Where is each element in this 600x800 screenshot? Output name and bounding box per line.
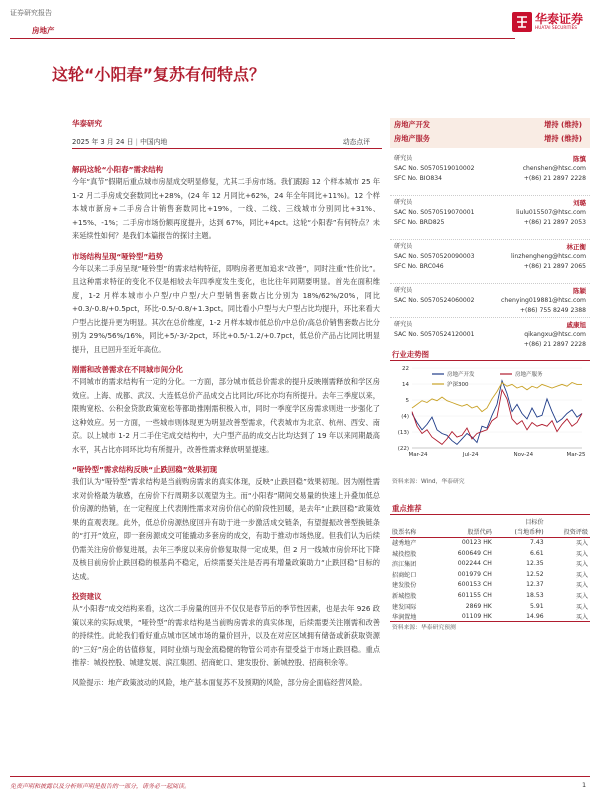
analyst-email[interactable]: liulu015507@htsc.com [516, 209, 586, 216]
y-tick-label: 22 [402, 366, 409, 372]
meta-rule [72, 148, 382, 149]
target-price: 5.91 [530, 602, 544, 610]
analyst-phone: +(86) 21 2897 2053 [523, 219, 586, 226]
ratings-box [390, 118, 590, 148]
rating-sector: 房地产开发 [394, 120, 430, 129]
section-heading: “哑铃型”需求结构反映“止跌回稳”效果初现 [72, 465, 218, 474]
x-tick-label: Nov-24 [513, 452, 534, 458]
analyst-card [390, 152, 590, 196]
risk-warning: 风险提示：地产政策波动的风险，地产基本面复苏不及预期的风险，部分房企面临经营风险。 [72, 677, 367, 687]
table-row [390, 537, 590, 548]
rating-sector: 房地产服务 [394, 134, 430, 143]
stock-name: 招商蛇口 [392, 571, 417, 579]
industry-trend-chart [390, 362, 590, 462]
section-body: 从“小阳春”成交结构来看，这次二手房量的回升不仅仅是春节后的季节性因素，也是去年 926 政策以来的实际成果，“哑铃型”的需求结构是当前购房需求的真实体现，后续需要关注刚需和改善的持续性。此轮我们看好重点城市区域市场的量价回升，以及在对应区域拥有储备或新获取资源的“三好”房企的估值修复，同时业绩与现金流稳健的物管公司亦有望受益于市场止跌回稳。重点推荐：城投控股、城建发展、滨江集团、招商蛇口、建发股份、新城控股、招商积余等。 [72, 604, 380, 667]
section-body: 我们认为“哑铃型”需求结构是当前购房需求的真实体现，反映“止跌回稳”效果初现。因为刚性需求对价格最为敏感，在房价下行周期多以观望为主。而“小阳春”期间交易量的快速上升叠加低总价房源的热销，在一定程度上代表刚性需求对房价信心的阶段性回暖，是去年“止跌回稳”政策效果的直观表现。此外，低总价房源热度回升有助于进一步激活成交链条，有望提振改善型换链条的“打开”效应，即一套房源成交可能撬动多套房的成交，有助于推动市场热度。但我们认为后续仍需关注房价修复进展，去年三季度以来房价修复取得一定成果，但 2 月一线城市房价环比下降及核目前房价止跌回稳的根基尚不稳定，后续需要关注是否再有增量政策助力“止跌回稳”目标的达成。 [72, 477, 380, 581]
logo-en: HUATAI SECURITIES [535, 26, 578, 31]
col-header: (当地币种) [514, 529, 544, 537]
stock-name: 越秀地产 [392, 540, 417, 548]
col-header: 投资评级 [563, 529, 588, 537]
stock-name: 建发国际 [392, 603, 417, 611]
section-heading: 解码这轮“小阳春”需求结构 [72, 165, 164, 174]
stock-code: 601155 CH [457, 591, 492, 599]
analyst-phone: +(86) 21 2897 2228 [523, 175, 586, 182]
analyst-email[interactable]: chenying019881@htsc.com [501, 297, 586, 304]
page-number: 1 [582, 781, 587, 789]
analyst-card [390, 318, 590, 352]
analyst-email[interactable]: chenshen@htsc.com [522, 165, 586, 172]
col-header: 股票代码 [467, 529, 492, 537]
target-price: 14.96 [526, 612, 544, 620]
series-line-2 [412, 383, 582, 412]
analyst-name: 陈慎 [573, 155, 586, 163]
table-row [390, 590, 590, 601]
stock-name: 滨江集团 [392, 561, 417, 569]
analyst-sfc: SFC No. BRD825 [394, 219, 445, 226]
rating-row [394, 134, 586, 147]
y-tick-label: (13) [397, 430, 409, 436]
series-line-1 [412, 390, 582, 445]
rating-value: 增持 (维持) [544, 120, 582, 129]
analyst-name: 戚康旭 [566, 321, 586, 329]
analyst-role: 研究员 [394, 199, 413, 206]
table-row [390, 558, 590, 569]
section-body: 不同城市的需求结构有一定的分化。一方面，部分城市低总价需求的提升反映刚需释放和学区房效应。上海、成都、武汉、大连低总价产品成交占比同比/环比亦均有所提升。去年三季度以来，限购宽松、公积金贷款政策宽松等都助推刚需积极入市，同时一季度学区房需求则进一步强化了这种效应。另一方面，一些城市则体现更为明显改善型需求，代表城市为北京、杭州、西安、南京。以上城市 1-2 月二手住宅成交结构中，大户型产品的成交占比均达到了 19 年以来同期最高水平，其占比亦同环比均有所提升，改善性需求释放明显提速。 [72, 377, 380, 454]
x-tick-label: Mar-25 [566, 452, 586, 458]
col-header [546, 516, 590, 527]
meta-row: 2025 年 3 月 24 日 | 中国内地 动态点评 [72, 138, 370, 146]
analyst-email[interactable]: linzhengheng@htsc.com [511, 253, 586, 260]
section-body: 今年以来二手房呈现“哑铃型”的需求结构特征，即购房者更加追求“改善”，同时注重“性价比”。且这种需求特征的变化不仅是相较去年四季度发生变化，也比往年同期要明显。首先在面积维度，1-2 月样本城市小户型/中户型/大户型销售套数占比分别为 18%/62%/20%，同比+0.3/-0.8/+0.5pct，环比-0.5/-0.8/+1.3pct。同比看小户型与大户型占比均提升，环比来看大户型占比提升更为明显。其次在总价维度，1-2 月样本城市低总价/中总价/高总价销售套数占比分别为 29%/56%/16%，同比+5/-3/-2pct，环比+0.5/-1.2/+0.7pct，低总价产品占比同比明显提升，且已回升至近年高位。 [72, 263, 380, 354]
legend-label: 沪深300 [447, 382, 469, 388]
analyst-card [390, 284, 590, 318]
recommend-heading: 重点推荐 [392, 504, 422, 513]
header-rule [10, 38, 515, 39]
analyst-email[interactable]: qikangxu@htsc.com [524, 331, 586, 338]
stock-name: 城投控股 [392, 550, 417, 558]
target-price: 12.52 [526, 570, 544, 578]
rating: 买入 [575, 582, 588, 590]
rating: 买入 [575, 613, 588, 621]
table-row [390, 601, 590, 612]
col-header: 股票名称 [392, 529, 417, 537]
stock-code: 600649 CH [457, 549, 492, 557]
stock-name: 建发股份 [392, 582, 417, 590]
target-price: 6.61 [530, 549, 544, 557]
section-heading: 刚需和改善需求在不同城市间分化 [72, 365, 183, 374]
analyst-phone: +(86) 21 2897 2065 [523, 263, 586, 270]
chart-heading: 行业走势图 [392, 350, 429, 359]
logo-mark-icon [512, 12, 532, 32]
rating: 买入 [575, 561, 588, 569]
target-price: 18.53 [526, 591, 544, 599]
rating: 买入 [575, 540, 588, 548]
meta-org: 华泰研究 [72, 119, 102, 128]
table-row [390, 569, 590, 580]
table-row [390, 548, 590, 559]
rating: 买入 [575, 550, 588, 558]
x-tick-label: Mar-24 [408, 452, 428, 458]
section-label: 房地产 [32, 26, 55, 35]
table-header-row [390, 516, 590, 527]
table-row [390, 611, 590, 622]
series-line-0 [412, 381, 582, 445]
table-row [390, 580, 590, 591]
y-tick-label: (22) [397, 446, 409, 452]
x-tick-label: Jul-24 [462, 452, 479, 458]
section-body: 今年“真节”假期后重点城市房屋成交明显修复，尤其二手房市场。我们跟踪 12 个样本城市 25 年 1-2 月二手房成交套数同比+28%，(24 年 12 月同比+62%，24 年全年同比+11%)。12 个样本城市新房+二手房合计销售套数同比+19%，一线、二线、三线城市分别同比+31%、+15%、-1%；二手房市场份额再度提升，达到 67%，同比+4pct。这轮“小阳春”有何特点？未来延续性如何？是我们本篇报告的探讨主题。 [72, 177, 381, 240]
analyst-phone: +(86) 21 2897 2228 [523, 341, 586, 348]
analyst-name: 林正衡 [566, 243, 586, 251]
stock-code: 600153 CH [457, 581, 492, 589]
stock-code: 2869 HK [465, 602, 492, 610]
col-header: 目标价 [525, 518, 544, 526]
analyst-card [390, 240, 590, 284]
target-price: 12.35 [526, 560, 544, 568]
main-text [72, 164, 380, 689]
analyst-sac: SAC No. S0570519070001 [394, 209, 475, 216]
section-heading: 市场结构呈现“哑铃型”趋势 [72, 251, 164, 261]
meta-region: 中国内地 [140, 138, 168, 146]
meta-type: 动态点评 [342, 138, 370, 146]
analyst-sfc: SFC No. BIO834 [394, 175, 443, 182]
analyst-sac: SAC No. S0570524060002 [394, 297, 475, 304]
legend-label: 房地产开发 [447, 372, 475, 378]
analysts-list [390, 152, 590, 352]
logo-cn: 华泰证券 [535, 12, 584, 26]
target-price: 7.43 [530, 539, 544, 547]
page-title: 这轮“小阳春”复苏有何特点？ [52, 65, 266, 84]
huatai-logo [512, 10, 592, 40]
recommend-table [390, 516, 590, 622]
y-tick-label: 5 [405, 398, 409, 404]
analyst-phone: +(86) 755 8249 2388 [519, 307, 586, 314]
stock-name: 华润置地 [392, 613, 417, 621]
target-price: 12.37 [526, 581, 544, 589]
analyst-role: 研究员 [394, 155, 413, 162]
rating-row [394, 120, 586, 133]
chart-rule [390, 360, 590, 361]
footer-rule [10, 776, 590, 777]
y-tick-label: (4) [401, 414, 409, 420]
rating: 买入 [575, 571, 588, 579]
recommend-source: 资料来源：华泰研究预测 [392, 625, 456, 631]
stock-code: 01109 HK [461, 612, 492, 620]
analyst-role: 研究员 [394, 243, 413, 250]
table-subheader-row [390, 527, 590, 538]
rating: 买入 [575, 603, 588, 611]
chart-source: 资料来源：Wind，华泰研究 [392, 479, 465, 485]
stock-code: 001979 CH [457, 570, 492, 578]
analyst-sac: SAC No. S0570520090003 [394, 253, 475, 260]
legend-label: 房地产服务 [515, 372, 543, 378]
stock-code: 002244 CH [457, 560, 492, 568]
section-heading: 投资建议 [72, 592, 102, 601]
analyst-sac: SAC No. S0570524120001 [394, 331, 475, 338]
rating: 买入 [575, 592, 588, 600]
footer-disclaimer: 免责声明和披露以及分析师声明是报告的一部分，请务必一起阅读。 [10, 783, 191, 790]
stock-name: 新城控股 [392, 592, 417, 600]
doc-type: 证券研究报告 [10, 9, 52, 17]
stock-code: 00123 HK [461, 539, 492, 547]
analyst-name: 陈颖 [573, 287, 586, 295]
recommend-rule [390, 514, 590, 515]
meta-date: 2025 年 3 月 24 日 [72, 138, 134, 146]
col-header [390, 516, 434, 527]
analyst-card [390, 196, 590, 240]
rating-value: 增持 (维持) [544, 134, 582, 143]
analyst-name: 刘璐 [573, 199, 586, 207]
analyst-role: 研究员 [394, 321, 413, 328]
analyst-role: 研究员 [394, 287, 413, 294]
col-header [434, 516, 493, 527]
analyst-sac: SAC No. S0570519010002 [394, 165, 475, 172]
analyst-sfc: SFC No. BRC046 [394, 263, 444, 270]
y-tick-label: 14 [402, 382, 409, 388]
